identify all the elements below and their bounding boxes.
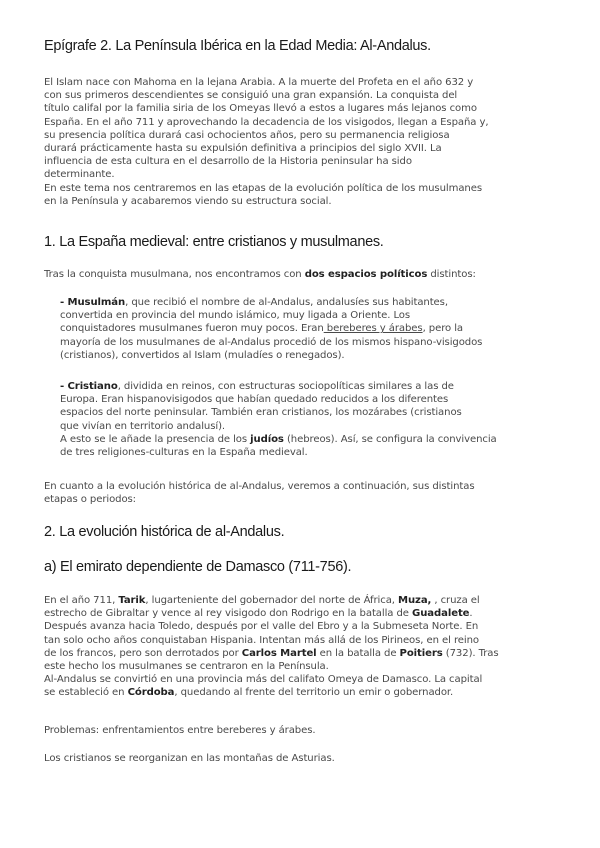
section-2a-heading: a) El emirato dependiente de Damasco (711-756).	[44, 559, 352, 575]
text-line: influencia de esta cultura en el desarrollo de la Historia peninsular ha sido	[44, 156, 412, 168]
text-line: convertida en provincia del mundo islámico, muy ligada a Oriente. Los	[60, 310, 411, 322]
text-line: Al-Andalus se convirtió en una provincia más del califato Omeya de Damasco. La capital	[44, 674, 483, 686]
text-line: su presencia política durará casi ochocientos años, pero su permanencia religiosa	[44, 129, 450, 141]
text-line: tan solo ocho años conquistaban Hispania. Intentan más allá de los Pirineos, en el reino	[44, 634, 479, 646]
bold-term: - Cristiano	[60, 381, 118, 392]
text-span: distintos:	[427, 269, 476, 280]
text-line: de tres religiones-culturas en la España medieval.	[60, 447, 308, 459]
text-span: (732). Tras	[442, 647, 499, 659]
text-span: , lugarteniente del gobernador del norte de África,	[145, 595, 399, 606]
text-span: .	[469, 608, 473, 620]
text-line: durará prácticamente hasta su expulsión definitiva a principios del siglo XVII. La	[44, 143, 442, 155]
cristianos-paragraph: Los cristianos se reorganizan en las montañas de Asturias.	[44, 753, 335, 764]
bold-term: - Musulmán	[60, 297, 126, 308]
text-line: etapas o periodos:	[44, 494, 136, 506]
bold-term: dos espacios políticos	[304, 269, 428, 280]
bold-term: judíos	[250, 433, 284, 445]
text-line: en la Península y acabaremos viendo su estructura social.	[44, 195, 332, 207]
musulman-paragraph	[60, 296, 560, 362]
text-line: (cristianos), convertidos al Islam (muladíes o renegados).	[60, 349, 345, 361]
text-span: (hebreos). Así, se configura la convivencia	[283, 433, 497, 445]
bold-term: Córdoba	[127, 687, 175, 699]
bold-term: Tarik	[118, 595, 146, 606]
bold-term: Muza,	[398, 595, 432, 606]
section-1-heading: 1. La España medieval: entre cristianos y musulmanes.	[44, 234, 384, 250]
text-span: , dividida en reinos, con estructuras sociopolíticas similares a las de	[117, 381, 454, 392]
text-line: En este tema nos centraremos en las etapas de la evolución política de los musulmanes	[44, 182, 482, 194]
text-line: Después avanza hacia Toledo, después por el valle del Ebro y a la Submeseta Norte. En	[44, 621, 479, 633]
text-line: España. En el año 711 y aprovechando la decadencia de los visigodos, llegan a España y,	[44, 116, 489, 128]
text-span: estrecho de Gibraltar y vence al rey visigodo don Rodrigo en la batalla de	[44, 608, 413, 620]
text-line: título califal por la familia siria de los Omeyas llevó a estos a lugares más lejanos como	[44, 103, 477, 115]
section-1-lead	[44, 268, 560, 281]
text-span: , pero la	[422, 323, 463, 335]
text-line: que vivían en territorio andalusí).	[60, 420, 226, 432]
text-line: Europa. Eran hispanovisigodos que habían quedado reducidos a los diferentes	[60, 394, 449, 406]
text-line: con sus primeros descendientes se consiguió una gran expansión. La conquista del	[44, 90, 458, 102]
text-span: A esto se le añade la presencia de los	[60, 433, 251, 445]
text-line: mayoría de los musulmanes de al-Andalus procedió de los mismos hispano-visigodos	[60, 336, 483, 348]
bold-term: Guadalete	[412, 608, 470, 620]
text-line: En cuanto a la evolución histórica de al-Andalus, veremos a continuación, sus distintas	[44, 481, 475, 492]
section-1-closing	[44, 480, 560, 506]
cristiano-paragraph	[60, 380, 560, 459]
bold-term: Carlos Martel	[241, 647, 317, 659]
text-span: Tras la conquista musulmana, nos encontramos con	[44, 269, 305, 280]
text-line: El Islam nace con Mahoma en la lejana Arabia. A la muerte del Profeta en el año 632 y	[44, 77, 474, 88]
text-line: espacios del norte peninsular. También eran cristianos, los mozárabes (cristianos	[60, 407, 462, 419]
section-2-heading: 2. La evolución histórica de al-Andalus.	[44, 524, 285, 540]
text-line: determinante.	[44, 169, 115, 181]
underlined-term: bereberes y árabes	[323, 323, 423, 335]
text-span: de los francos, pero son derrotados por	[44, 647, 242, 659]
intro-paragraph	[44, 76, 560, 208]
text-span: conquistadores musulmanes fueron muy pocos. Eran	[60, 323, 324, 335]
text-span: , quedando al frente del territorio un emir o gobernador.	[174, 687, 454, 699]
text-span: se estableció en	[44, 687, 128, 699]
problemas-paragraph: Problemas: enfrentamientos entre bereberes y árabes.	[44, 725, 316, 736]
text-line: este hecho los musulmanes se centraron en la Península.	[44, 661, 329, 673]
document-title: Epígrafe 2. La Península Ibérica en la Edad Media: Al-Andalus.	[44, 38, 431, 54]
text-span: , que recibió el nombre de al-Andalus, andalusíes sus habitantes,	[125, 297, 448, 308]
emirato-paragraph	[44, 594, 560, 700]
text-span: en la batalla de	[316, 647, 400, 659]
text-span: , cruza el	[431, 595, 480, 606]
text-span: En el año 711,	[44, 595, 119, 606]
bold-term: Poitiers	[399, 647, 443, 659]
